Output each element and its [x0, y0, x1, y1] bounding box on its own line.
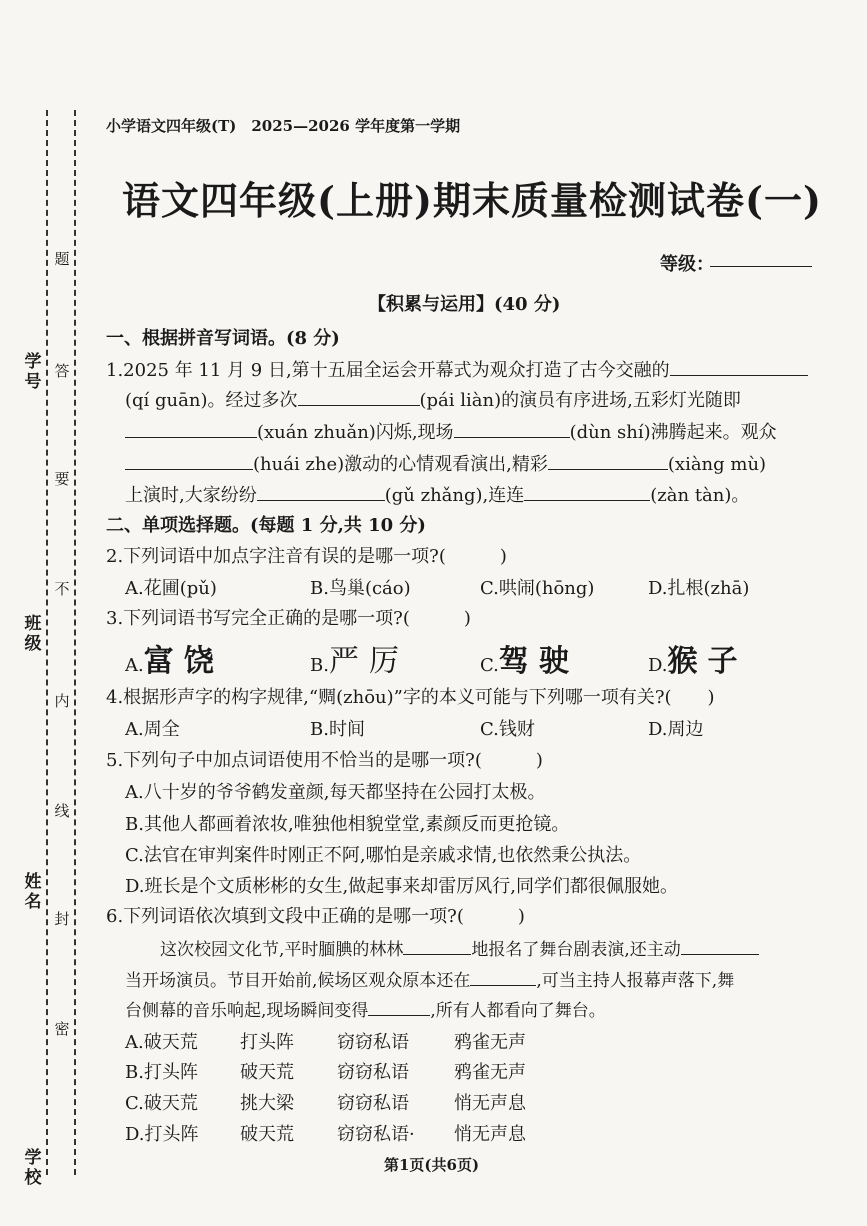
q4-stem: 4.根据形声字的构字规律,“赒(zhōu)”字的本义可能与下列哪一项有关?( ): [106, 687, 715, 708]
q6-option-cell: 打头阵: [240, 1032, 294, 1053]
q2-stem: 2.下列词语中加点字注音有误的是哪一项?( ): [106, 546, 507, 567]
q6-option-cell: 破天荒: [240, 1062, 294, 1083]
q1-line-2: [125, 386, 741, 412]
q3-option-b[interactable]: [310, 636, 409, 680]
answer-blank[interactable]: [524, 482, 650, 501]
q4-option-b[interactable]: B.时间: [310, 719, 365, 740]
q1-line-5: [125, 481, 749, 507]
option-letter: D.: [648, 655, 668, 676]
q6-option-cell: 鸦雀无声: [454, 1032, 526, 1053]
seal-char: 线: [54, 802, 70, 820]
q5-option-a[interactable]: A.八十岁的爷爷鹤发童颜,每天都坚持在公园打太极。: [125, 782, 546, 803]
handwritten-word: 富饶: [143, 644, 224, 679]
q6-option-c[interactable]: C.破天荒: [125, 1093, 198, 1114]
q3-option-a[interactable]: [125, 636, 224, 680]
q2-option-a[interactable]: A.花圃(pǔ): [125, 578, 217, 599]
answer-blank[interactable]: [368, 997, 430, 1016]
page-footer: 第1页(共6页): [384, 1156, 480, 1174]
q1-text: (pái liàn)的演员有序进场,五彩灯光随即: [419, 390, 741, 411]
q1-text: (qí guān)。经过多次: [125, 390, 298, 411]
q6-option-cell: 窃窃私语: [337, 1093, 409, 1114]
binding-line-outer: [46, 110, 48, 1175]
q1-heading: 一、根据拼音写词语。(8 分): [106, 328, 340, 349]
school-label: 学校: [24, 1148, 42, 1188]
answer-blank[interactable]: [403, 936, 471, 955]
q2-section-heading: 二、单项选择题。(每题 1 分,共 10 分): [106, 515, 426, 536]
class-label: 班级: [24, 614, 42, 654]
handwritten-word: 严厉: [328, 644, 409, 679]
seal-char: 密: [54, 1020, 70, 1038]
q6-option-d[interactable]: D.打头阵: [125, 1124, 199, 1145]
answer-blank[interactable]: [670, 357, 808, 376]
q1-line-4: [125, 450, 766, 476]
q6-option-cell: 悄无声息: [454, 1093, 526, 1114]
page-title: 语文四年级(上册)期末质量检测试卷(一): [122, 178, 822, 223]
seal-char: 内: [54, 692, 70, 710]
q1-text: (huái zhe)激动的心情观看演出,精彩: [253, 454, 548, 475]
q4-option-d[interactable]: D.周边: [648, 719, 704, 740]
student-number-label: 学号: [24, 352, 42, 392]
q6-option-cell: 挑大梁: [240, 1093, 294, 1114]
answer-blank[interactable]: [298, 387, 420, 406]
q3-option-d[interactable]: [648, 636, 748, 680]
q5-option-b[interactable]: B.其他人都画着浓妆,唯独他相貌堂堂,素颜反而更抢镜。: [125, 814, 570, 835]
handwritten-word: 猴子: [667, 644, 748, 679]
answer-blank[interactable]: [257, 482, 385, 501]
q6-text: ,所有人都看向了舞台。: [430, 1001, 606, 1021]
name-label: 姓名: [24, 872, 42, 912]
q1-text: (xiàng mù): [667, 454, 767, 475]
q1-text: (zàn tàn)。: [650, 485, 750, 506]
q4-option-c[interactable]: C.钱财: [480, 719, 535, 740]
q2-option-c[interactable]: C.哄闹(hōng): [480, 578, 595, 599]
q1-text: (dùn shí)沸腾起来。观众: [569, 422, 777, 443]
q3-option-c[interactable]: [480, 636, 579, 680]
grade-label: 等级：: [660, 254, 714, 275]
seal-char: 封: [54, 910, 70, 928]
q1-line-3: [125, 418, 777, 444]
series-header: 小学语文四年级(T) 2025—2026 学年度第一学期: [106, 117, 461, 135]
q5-option-c[interactable]: C.法官在审判案件时刚正不阿,哪怕是亲戚求情,也依然秉公执法。: [125, 845, 642, 866]
option-letter: C.: [480, 655, 499, 676]
q6-text: 当开场演员。节目开始前,候场区观众原本还在: [125, 971, 471, 991]
q6-option-b[interactable]: B.打头阵: [125, 1062, 198, 1083]
q5-stem: 5.下列句子中加点词语使用不恰当的是哪一项?( ): [106, 750, 543, 771]
q6-text: 这次校园文化节,平时腼腆的林林: [160, 940, 404, 960]
q1-text: (gǔ zhǎng),连连: [384, 485, 525, 506]
answer-blank[interactable]: [125, 451, 253, 470]
q1-text: (xuán zhuǎn)闪烁,现场: [257, 422, 454, 443]
answer-blank[interactable]: [681, 936, 759, 955]
q6-text: ,可当主持人报幕声落下,舞: [536, 971, 735, 991]
q6-option-cell: 窃窃私语: [337, 1062, 409, 1083]
seal-char: 题: [54, 250, 70, 268]
q6-option-cell: 鸦雀无声: [454, 1062, 526, 1083]
q6-passage-line-1: [160, 935, 759, 960]
grade-field[interactable]: [710, 266, 812, 267]
q1-line-1: [106, 356, 808, 382]
q6-option-cell: 窃窃私语: [337, 1032, 409, 1053]
answer-blank[interactable]: [470, 967, 536, 986]
q6-option-cell: 窃窃私语·: [337, 1124, 415, 1145]
q6-passage-line-2: [125, 966, 734, 991]
binding-line-inner: [74, 110, 76, 1175]
q6-stem: 6.下列词语依次填到文段中正确的是哪一项?( ): [106, 906, 525, 927]
q1-text: 上演时,大家纷纷: [125, 485, 257, 506]
q2-option-d[interactable]: D.扎根(zhā): [648, 578, 750, 599]
option-letter: A.: [125, 655, 144, 676]
q6-option-cell: 破天荒: [240, 1124, 294, 1145]
q5-option-d[interactable]: D.班长是个文质彬彬的女生,做起事来却雷厉风行,同学们都很佩服她。: [125, 876, 678, 897]
q2-option-b[interactable]: B.鸟巢(cáo): [310, 578, 411, 599]
q4-option-a[interactable]: A.周全: [125, 719, 180, 740]
answer-blank[interactable]: [548, 451, 668, 470]
answer-blank[interactable]: [454, 419, 570, 438]
answer-blank[interactable]: [125, 419, 257, 438]
q6-text: 台侧幕的音乐响起,现场瞬间变得: [125, 1001, 369, 1021]
seal-char: 要: [54, 470, 70, 488]
section-heading: 【积累与运用】(40 分): [368, 294, 561, 315]
q6-text: 地报名了舞台剧表演,还主动: [471, 940, 681, 960]
seal-char: 答: [54, 362, 70, 380]
option-letter: B.: [310, 655, 329, 676]
q6-option-a[interactable]: A.破天荒: [125, 1032, 198, 1053]
q6-option-cell: 悄无声息: [454, 1124, 526, 1145]
q6-passage-line-3: [125, 996, 606, 1021]
q1-text: 1.2025 年 11 月 9 日,第十五届全运会开幕式为观众打造了古今交融的: [106, 360, 670, 381]
q3-stem: 3.下列词语书写完全正确的是哪一项?( ): [106, 608, 471, 629]
seal-char: 不: [54, 580, 70, 598]
handwritten-word: 驾驶: [498, 644, 579, 679]
